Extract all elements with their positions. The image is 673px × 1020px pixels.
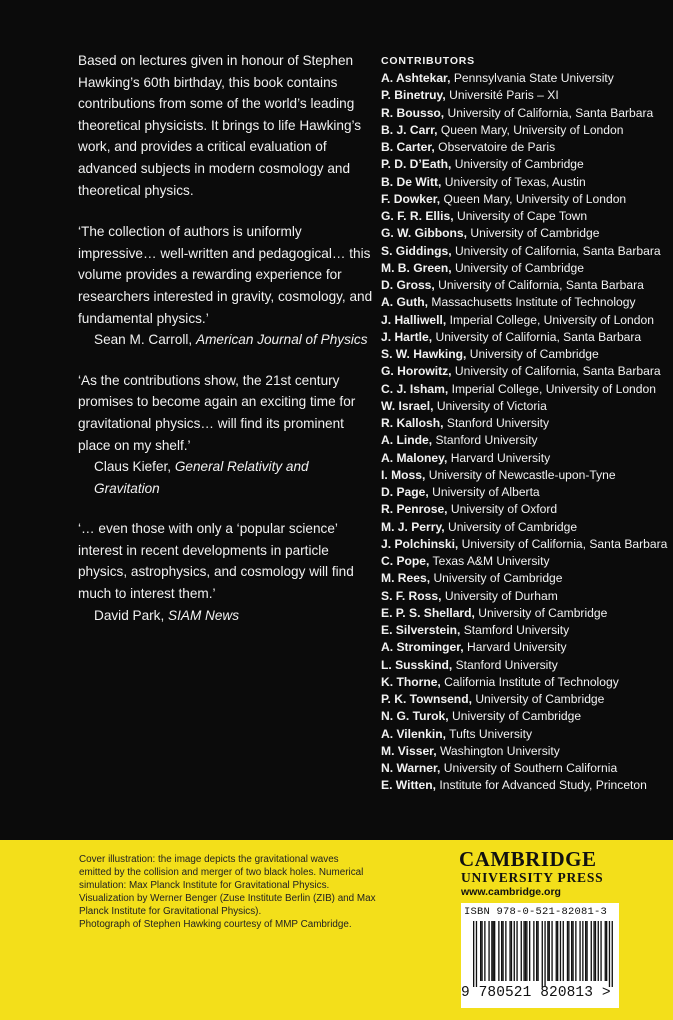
contributor-row [381,777,671,794]
review-quote [78,370,378,500]
contributor-row [381,329,671,346]
contributor-row [381,122,671,139]
contributor-affiliation: University of California, Santa Barbara [447,105,654,120]
contributor-name: S. F. Ross, [381,588,442,603]
barcode-bar [595,921,596,981]
barcode-bar [556,921,557,981]
contributor-affiliation: Stanford University [435,433,538,448]
barcode-bar [533,921,534,981]
contributor-affiliation: University of Texas, Austin [444,174,586,189]
contributor-name: G. Horowitz, [381,364,452,379]
contributor-row [381,450,671,467]
quote-text: ‘As the contributions show, the 21st century promises to become again an exciting time for gravitational physics… will find its prominent place on my shelf.’ [78,372,356,453]
contributor-affiliation: Massachusetts Institute of Technology [431,295,636,310]
contributor-name: C. J. Isham, [381,381,449,396]
barcode-bar [484,921,485,981]
cover-credit-line: Photograph of Stephen Hawking courtesy of MMP Cambridge. [79,918,352,930]
barcode-bar [579,921,580,981]
contributor-name: K. Thorne, [381,674,441,689]
contributor-name: C. Pope, [381,554,430,568]
barcode-bar [575,921,576,981]
barcode-bar [586,921,587,981]
review-quote [78,518,378,626]
contributor-name: I. Moss, [381,467,426,482]
contributor-affiliation: University of Cape Town [456,209,588,223]
quote-attribution [78,456,378,499]
contributor-name: G. F. R. Ellis, [381,209,454,223]
contributor-name: F. Dowker, [381,191,441,206]
quote-attribution [78,605,378,627]
contributor-name: R. Bousso, [381,105,445,120]
contributor-name: B. Carter, [381,140,435,154]
quote-source: American Journal of Physics [196,332,368,348]
barcode-bar [526,921,527,981]
contributor-row [381,260,671,277]
contributor-affiliation: Stanford University [446,416,550,430]
contributor-row [381,225,671,242]
contributor-row [381,139,671,156]
contributor-row [381,174,671,191]
contributor-name: M. B. Green, [381,260,452,275]
contributor-row [381,87,671,104]
back-cover-yellow-panel [0,840,673,1020]
barcode-icon [473,921,613,987]
publisher-logo [459,848,619,899]
barcode-bar [606,921,607,981]
barcode-bar [544,921,545,987]
barcode-bar [598,921,599,981]
contributor-row [381,622,671,639]
contributor-affiliation: University of Alberta [432,485,540,499]
contributor-name: E. Witten, [381,778,436,793]
barcode-bar [502,921,503,981]
contributor-name: A. Maloney, [381,450,448,465]
contributor-name: E. Silverstein, [381,623,461,637]
quote-attribution [78,329,378,351]
contributor-affiliation: University of Cambridge [470,226,600,241]
contributor-name: M. Visser, [381,743,437,758]
contributor-affiliation: University of Oxford [450,502,558,517]
publisher-name: CAMBRIDGE [459,847,597,871]
barcode-bar [549,921,550,981]
contributor-affiliation: Institute for Advanced Study, Princeton [439,778,647,793]
barcode-bar [493,921,494,981]
barcode-bar [542,921,543,987]
contributors-list [381,70,671,795]
contributor-row [381,191,671,208]
contributor-name: P. Binetruy, [381,88,446,103]
contributor-affiliation: University of Cambridge [454,157,584,172]
blurb-column [78,50,378,645]
contributor-name: N. Warner, [381,761,441,775]
contributor-affiliation: University of Southern California [443,761,618,775]
contributor-name: S. Giddings, [381,243,452,258]
barcode-bar [568,921,569,981]
contributor-row [381,484,671,501]
barcode-bar [609,921,610,987]
contributor-affiliation: University of Victoria [436,398,547,413]
contributor-affiliation: Queen Mary, University of London [443,191,627,206]
contributor-row [381,536,671,553]
barcode-bar [572,921,573,981]
contributor-name: P. D. D’Eath, [381,157,452,172]
contributor-row [381,70,671,87]
contributor-row [381,432,671,449]
quote-source: General Relativity and Gravitation [94,459,309,496]
barcode-bar [480,921,481,981]
barcode-bar [567,921,568,981]
contributor-affiliation: California Institute of Technology [444,674,619,689]
publisher-url: www.cambridge.org [461,886,561,898]
contributor-affiliation: University of Cambridge [475,692,605,706]
contributor-name: A. Linde, [381,433,433,448]
contributor-name: R. Kallosh, [381,416,444,430]
barcode-bar [488,921,489,981]
contributor-name: E. P. S. Shellard, [381,605,475,620]
contributor-name: D. Gross, [381,278,435,292]
contributor-name: D. Page, [381,485,429,499]
cover-credit-line: simulation: Max Planck Institute for Gravitational Physics. [79,879,330,891]
contributor-affiliation: Stamford University [463,623,570,637]
barcode-bar [525,921,526,981]
contributors-column [381,53,671,795]
contributor-row [381,277,671,294]
contributor-row [381,363,671,380]
cover-credit [79,854,379,931]
contributor-affiliation: University of Cambridge [478,605,608,620]
contributor-affiliation: Harvard University [467,640,567,655]
cover-credit-line: Cover illustration: the image depicts the gravitational waves [79,854,339,865]
contributor-name: B. J. Carr, [381,122,438,137]
contributor-name: B. De Witt, [381,174,442,189]
barcode-bar [536,921,537,981]
barcode-bar [593,921,594,981]
contributor-name: A. Vilenkin, [381,726,446,741]
contributor-name: A. Strominger, [381,640,464,655]
contributor-affiliation: University of Durham [444,588,558,603]
contributor-row [381,519,671,536]
contributor-row [381,105,671,122]
contributor-affiliation: Pennsylvania State University [453,71,614,85]
contributor-row [381,691,671,708]
contributor-affiliation: University of Cambridge [433,571,563,586]
barcode-bar [516,921,517,981]
contributor-affiliation: Imperial College, University of London [449,312,654,327]
barcode-bar [509,921,510,981]
contributor-name: M. J. Perry, [381,519,445,534]
contributor-row [381,657,671,674]
barcode-bar [585,921,586,981]
barcode-bar [521,921,522,981]
contributor-affiliation: University of California, Santa Barbara [454,243,661,258]
publisher-subtitle: UNIVERSITY PRESS [461,870,604,885]
contributor-affiliation: Observatoire de Paris [438,140,556,154]
contributor-affiliation: University of California, Santa Barbara [438,278,644,292]
contributor-affiliation: University of California, Santa Barbara [454,364,661,379]
contributor-affiliation: Texas A&M University [432,554,550,568]
contributor-row [381,346,671,363]
barcode-bar [523,921,524,981]
barcode-bar [605,921,606,981]
contributor-name: N. G. Turok, [381,709,449,724]
contributor-affiliation: Washington University [439,743,560,758]
contributor-row [381,743,671,760]
contributor-name: R. Penrose, [381,502,448,517]
cover-credit-line: Visualization by Werner Benger (Zuse Institute Berlin (ZIB) and Max [79,892,376,904]
contributor-row [381,501,671,518]
barcode-bar [557,921,558,981]
contributor-row [381,415,671,432]
barcode-box [461,903,619,1008]
contributor-row [381,708,671,725]
cover-credit-line: emitted by the collision and merger of two black holes. Numerical [79,866,364,878]
barcode-bar [571,921,572,981]
quote-text: ‘… even those with only a ‘popular science’ interest in recent developments in particle physics, astrophysics, and cosmology will find much to interest them.’ [78,521,354,602]
contributor-row [381,639,671,656]
contributor-name: G. W. Gibbons, [381,226,467,241]
contributor-row [381,243,671,260]
contributor-name: P. K. Townsend, [381,692,472,706]
barcode-bar [560,921,561,981]
cover-credit-line: Planck Institute for Gravitational Physics). [79,905,262,917]
contributor-affiliation: Queen Mary, University of London [440,122,624,137]
contributor-affiliation: University of Cambridge [454,260,584,275]
barcode-bar [511,921,512,981]
contributor-row [381,726,671,743]
quote-author: Claus Kiefer, [94,459,175,475]
contributor-row [381,570,671,587]
barcode-bar [612,921,613,987]
contributor-row [381,294,671,311]
contributor-name: A. Guth, [381,295,429,310]
contributor-row [381,605,671,622]
contributor-row [381,674,671,691]
contributor-affiliation: Harvard University [450,450,551,465]
barcode-bar [591,921,592,981]
contributor-row [381,398,671,415]
contributor-affiliation: University of California, Santa Barbara [461,536,668,551]
book-blurb: Based on lectures given in honour of Stephen Hawking’s 60th birthday, this book contains contributions from some of the world’s leading theoretical physicists. It brings to life Hawking’s work, and provides a critical evaluation of advanced subjects in modern cosmology and theoretical physics. [78,53,362,198]
contributor-affiliation: Stanford University [455,657,558,672]
isbn-label: ISBN 978-0-521-82081-3 [464,906,608,918]
quote-author: David Park, [94,607,169,623]
contributor-row [381,312,671,329]
contributor-name: J. Hartle, [381,329,433,344]
barcode-bar [547,921,548,981]
contributor-row [381,381,671,398]
barcode-bar [481,921,482,981]
barcode-bar [498,921,499,981]
barcode-bar [501,921,502,981]
contributor-name: J. Polchinski, [381,536,459,551]
contributor-affiliation: University of Newcastle-upon-Tyne [428,467,616,482]
contributor-row [381,156,671,173]
contributor-name: J. Halliwell, [381,312,447,327]
review-quote [78,221,378,351]
contributor-name: S. W. Hawking, [381,347,467,361]
contributor-affiliation: University of Cambridge [452,709,582,724]
barcode-bar [529,921,530,981]
contributor-row [381,208,671,225]
contributor-name: A. Ashtekar, [381,71,451,85]
barcode-bar [514,921,515,981]
barcode-bar [563,921,564,981]
barcode-bar [494,921,495,981]
barcode-bar [473,921,474,987]
quote-source: SIAM News [168,607,240,623]
contributor-name: M. Rees, [381,571,431,586]
contributors-heading: CONTRIBUTORS [381,55,475,67]
contributor-affiliation: Université Paris – XI [449,88,559,103]
barcode-bar [505,921,506,981]
contributor-row [381,588,671,605]
contributor-row [381,553,671,570]
barcode-bar [476,921,477,987]
contributor-name: L. Susskind, [381,657,453,672]
barcode-bar [582,921,583,981]
contributor-row [381,760,671,777]
contributor-affiliation: Tufts University [449,726,533,741]
contributor-row [381,467,671,484]
contributor-affiliation: University of California, Santa Barbara [435,329,642,344]
barcode-digits: 9 780521 820813 > [461,985,611,1001]
barcode-bar [537,921,538,981]
contributor-affiliation: Imperial College, University of London [451,381,656,396]
quote-author: Sean M. Carroll, [94,332,196,348]
contributor-name: W. Israel, [381,398,434,413]
quote-text: ‘The collection of authors is uniformly impressive… well-written and pedagogical… this volume provides a rewarding experience for researchers interested in gravity, cosmology, and fundamental physics.’ [78,224,373,326]
contributor-affiliation: University of Cambridge [469,347,599,361]
barcode-bar [551,921,552,981]
barcode-bar [600,921,601,981]
barcode-bar [491,921,492,981]
contributor-affiliation: University of Cambridge [448,519,578,534]
